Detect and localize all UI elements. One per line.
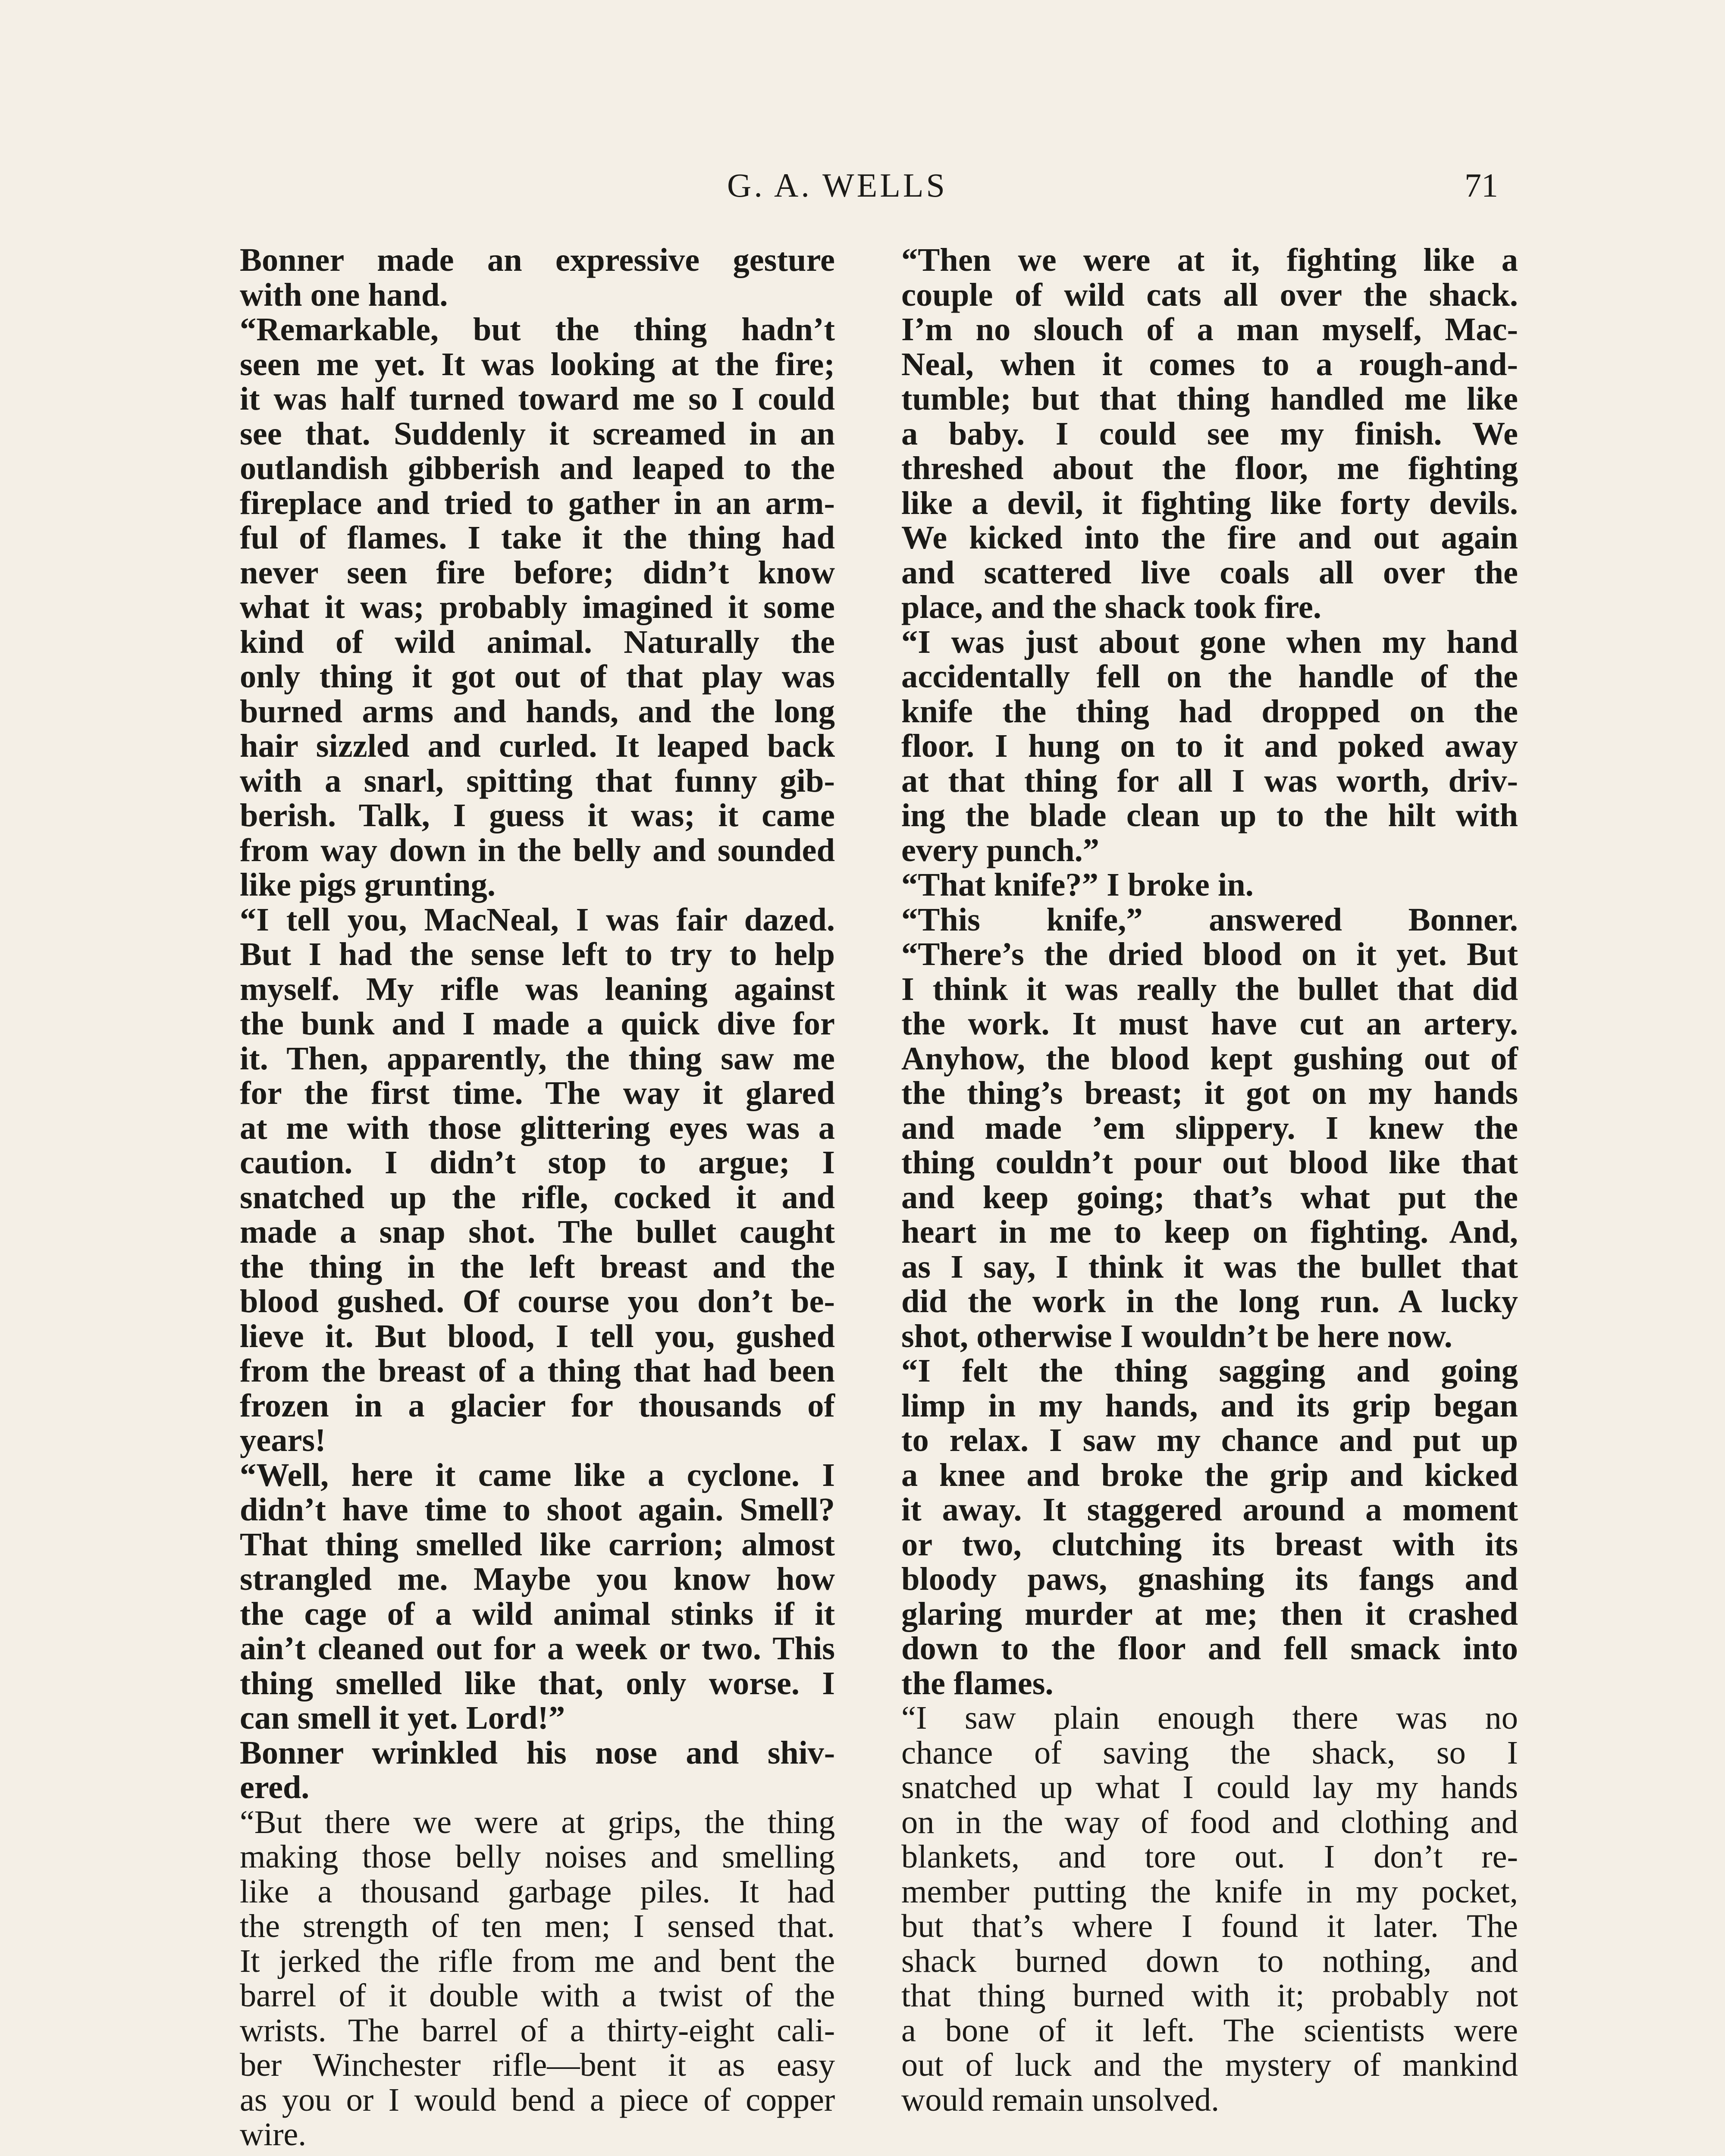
text-line: blood gushed. Of course you don’t be-: [240, 1283, 835, 1319]
text-line: made a snap shot. The bullet caught: [240, 1213, 835, 1250]
text-line: what it was; probably imagined it some: [240, 589, 835, 625]
text-line: “Well, here it came like a cyclone. I: [240, 1456, 835, 1493]
text-line: to relax. I saw my chance and put up: [901, 1422, 1518, 1458]
paragraph: [871, 1354, 1518, 1701]
text-line: I’m no slouch of a man myself, Mac-: [901, 311, 1518, 348]
text-line: as I say, I think it was the bullet that: [901, 1248, 1518, 1285]
text-line: the thing’s breast; it got on my hands: [901, 1075, 1518, 1111]
text-line: every punch.”: [901, 831, 1099, 868]
paragraph: [871, 625, 1518, 868]
text-line: myself. My rifle was leaning against: [240, 970, 835, 1007]
text-line: it was half turned toward me so I could: [240, 380, 835, 417]
text-line: like a devil, it fighting like forty devils.: [901, 484, 1518, 521]
text-column-left: [210, 243, 835, 2152]
text-line: lieve it. But blood, I tell you, gushed: [240, 1317, 835, 1354]
text-line: bloody paws, gnashing its fangs and: [901, 1561, 1518, 1597]
text-line: like a thousand garbage piles. It had: [240, 1873, 835, 1910]
text-line: the cage of a wild animal stinks if it: [240, 1595, 835, 1632]
text-line: a bone of it left. The scientists were: [901, 2012, 1518, 2049]
text-column-right: [871, 243, 1518, 2117]
text-line: floor. I hung on to it and poked away: [901, 727, 1518, 764]
paragraph: [871, 243, 1518, 625]
text-line: hair sizzled and curled. It leaped back: [240, 727, 835, 764]
text-line: “I felt the thing sagging and going: [901, 1352, 1518, 1389]
text-line: making those belly noises and smelling: [240, 1838, 835, 1875]
text-line: shot, otherwise I wouldn’t be here now.: [901, 1317, 1452, 1354]
paragraph: [210, 312, 835, 903]
paragraph: [210, 903, 835, 1458]
text-line: with one hand.: [240, 276, 448, 313]
text-line: frozen in a glacier for thousands of: [240, 1387, 835, 1424]
text-line: chance of saving the shack, so I: [901, 1734, 1518, 1771]
text-line: “Then we were at it, fighting like a: [901, 241, 1518, 278]
text-line: like pigs grunting.: [240, 866, 496, 903]
text-line: But I had the sense left to try to help: [240, 936, 835, 972]
text-line: the flames.: [901, 1664, 1054, 1702]
text-line: but that’s where I found it later. The: [901, 1908, 1518, 1944]
text-line: at me with those glittering eyes was a: [240, 1109, 835, 1146]
text-line: “I was just about gone when my hand: [901, 623, 1518, 660]
text-line: We kicked into the fire and out again: [901, 519, 1518, 556]
text-line: a knee and broke the grip and kicked: [901, 1456, 1518, 1493]
text-line: never seen fire before; didn’t know: [240, 554, 835, 591]
text-line: Bonner wrinkled his nose and shiv-: [240, 1734, 835, 1771]
text-line: “I tell you, MacNeal, I was fair dazed.: [240, 901, 835, 938]
text-line: It jerked the rifle from me and bent the: [240, 1942, 835, 1979]
text-line: the bunk and I made a quick dive for: [240, 1005, 835, 1042]
text-line: “There’s the dried blood on it yet. But: [901, 936, 1518, 972]
text-line: knife the thing had dropped on the: [901, 693, 1518, 730]
text-line: “That knife?” I broke in.: [901, 866, 1254, 903]
text-line: thing couldn’t pour out blood like that: [901, 1144, 1518, 1181]
text-line: it. Then, apparently, the thing saw me: [240, 1040, 835, 1077]
text-line: at that thing for all I was worth, driv-: [901, 762, 1518, 799]
text-line: strangled me. Maybe you know how: [240, 1561, 835, 1597]
text-line: member putting the knife in my pocket,: [901, 1873, 1518, 1910]
text-line: “This knife,” answered Bonner.: [901, 901, 1518, 938]
text-line: from the breast of a thing that had been: [240, 1352, 835, 1389]
paragraph: [871, 1701, 1518, 2117]
text-line: would remain unsolved.: [901, 2081, 1220, 2118]
text-line: Neal, when it comes to a rough-and-: [901, 345, 1518, 382]
text-line: or two, clutching its breast with its: [901, 1526, 1518, 1563]
text-line: it away. It staggered around a moment: [901, 1491, 1518, 1528]
text-line: ber Winchester rifle—bent it as easy: [240, 2046, 835, 2083]
text-line: with a snarl, spitting that funny gib-: [240, 762, 835, 799]
text-line: snatched up the rifle, cocked it and: [240, 1178, 835, 1216]
text-line: “I saw plain enough there was no: [901, 1699, 1518, 1736]
text-line: didn’t have time to shoot again. Smell?: [240, 1491, 835, 1528]
text-line: and keep going; that’s what put the: [901, 1178, 1518, 1216]
text-line: “Remarkable, but the thing hadn’t: [240, 311, 835, 348]
text-line: ful of flames. I take it the thing had: [240, 519, 835, 556]
text-line: did the work in the long run. A lucky: [901, 1283, 1518, 1319]
text-line: the thing in the left breast and the: [240, 1248, 835, 1285]
text-line: only thing it got out of that play was: [240, 658, 835, 695]
text-line: That thing smelled like carrion; almost: [240, 1526, 835, 1563]
text-line: from way down in the belly and sounded: [240, 831, 835, 868]
paragraph: [210, 1805, 835, 2152]
text-line: and scattered live coals all over the: [901, 554, 1518, 591]
paragraph: [871, 903, 1518, 1354]
text-line: snatched up what I could lay my hands: [901, 1769, 1518, 1805]
text-line: blankets, and tore out. I don’t re-: [901, 1838, 1518, 1875]
text-line: outlandish gibberish and leaped to the: [240, 450, 835, 486]
text-line: as you or I would bend a piece of copper: [240, 2081, 835, 2118]
text-line: barrel of it double with a twist of the: [240, 1977, 835, 2014]
text-line: ered.: [240, 1769, 310, 1805]
text-line: kind of wild animal. Naturally the: [240, 623, 835, 660]
text-line: caution. I didn’t stop to argue; I: [240, 1144, 835, 1181]
paragraph: [871, 868, 1518, 903]
text-line: on in the way of food and clothing and: [901, 1803, 1518, 1840]
text-line: see that. Suddenly it screamed in an: [240, 415, 835, 452]
text-line: shack burned down to nothing, and: [901, 1942, 1518, 1979]
text-line: tumble; but that thing handled me like: [901, 380, 1518, 417]
text-line: out of luck and the mystery of mankind: [901, 2046, 1518, 2083]
text-line: the work. It must have cut an artery.: [901, 1005, 1518, 1042]
text-line: ing the blade clean up to the hilt with: [901, 797, 1518, 834]
text-line: that thing burned with it; probably not: [901, 1977, 1518, 2014]
text-line: wire.: [240, 2116, 307, 2153]
text-line: accidentally fell on the handle of the: [901, 658, 1518, 695]
text-line: place, and the shack took fire.: [901, 589, 1321, 625]
page-number: 71: [1465, 166, 1498, 204]
text-line: “But there we were at grips, the thing: [240, 1803, 835, 1840]
text-line: limp in my hands, and its grip began: [901, 1387, 1518, 1424]
text-line: threshed about the floor, me fighting: [901, 450, 1518, 486]
text-line: can smell it yet. Lord!”: [240, 1699, 565, 1736]
text-line: couple of wild cats all over the shack.: [901, 276, 1518, 313]
text-line: glaring murder at me; then it crashed: [901, 1595, 1518, 1632]
text-line: for the first time. The way it glared: [240, 1075, 835, 1111]
text-line: ain’t cleaned out for a week or two. This: [240, 1630, 835, 1667]
text-line: the strength of ten men; I sensed that.: [240, 1908, 835, 1944]
text-line: I think it was really the bullet that did: [901, 970, 1518, 1007]
text-line: seen me yet. It was looking at the fire;: [240, 345, 835, 382]
text-line: and made ’em slippery. I knew the: [901, 1109, 1518, 1146]
text-line: heart in me to keep on fighting. And,: [901, 1213, 1518, 1250]
text-line: wrists. The barrel of a thirty-eight cali-: [240, 2012, 835, 2049]
paragraph: [210, 243, 835, 312]
text-line: Bonner made an expressive gesture: [240, 241, 835, 278]
text-line: down to the floor and fell smack into: [901, 1630, 1518, 1667]
text-line: Anyhow, the blood kept gushing out of: [901, 1040, 1518, 1077]
text-line: fireplace and tried to gather in an arm-: [240, 484, 835, 521]
text-line: berish. Talk, I guess it was; it came: [240, 797, 835, 834]
text-line: years!: [240, 1422, 326, 1458]
running-head: G. A. WELLS: [727, 166, 947, 204]
text-line: thing smelled like that, only worse. I: [240, 1664, 835, 1702]
text-line: a baby. I could see my finish. We: [901, 415, 1518, 452]
text-line: burned arms and hands, and the long: [240, 693, 835, 730]
paragraph: [210, 1736, 835, 1805]
paragraph: [210, 1458, 835, 1736]
